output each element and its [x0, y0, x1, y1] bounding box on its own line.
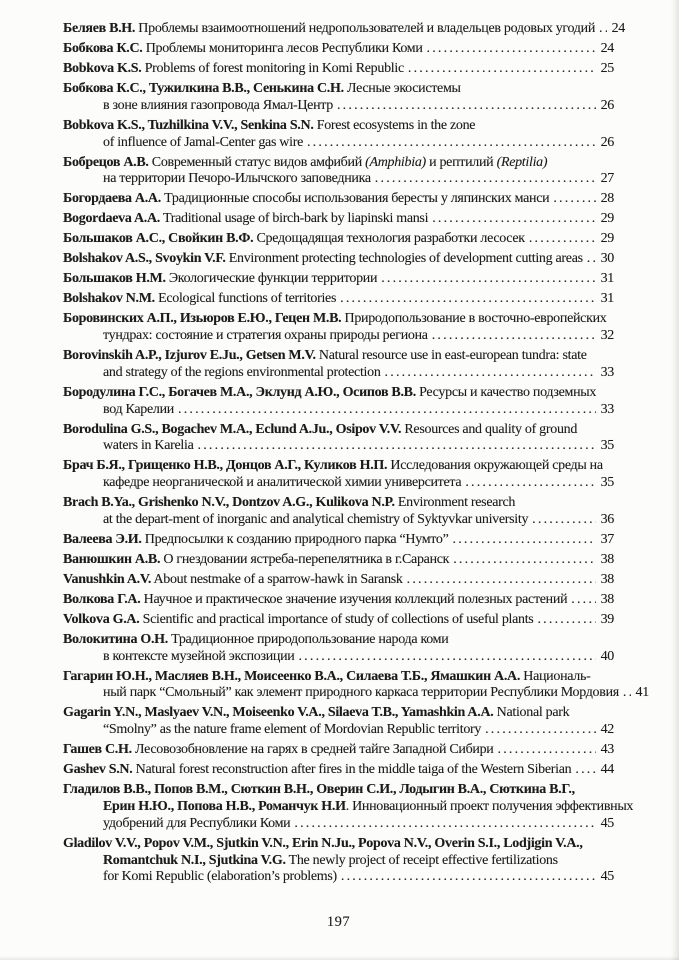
entry-page-number: 32 — [600, 328, 614, 343]
entry-page-number: 38 — [600, 551, 614, 567]
entry-title-text: Проблемы взаимоотношений недропользователей и владельцев родовых угодий — [135, 21, 596, 36]
dot-leader — [341, 869, 596, 886]
scan-edge-artifact-bottom — [0, 956, 679, 960]
entry-line-text — [63, 836, 583, 851]
entry-title-text: на территории Печоро-Илычского заповедника — [103, 171, 371, 187]
entry-first-line — [63, 782, 614, 799]
entry-title-text: в зоне влияния газопровода Ямал-Центр — [103, 97, 333, 113]
entry-title-text: Традиционное природопользование народа коми — [167, 631, 449, 647]
entry-line-text — [63, 612, 533, 629]
entry-line-text — [63, 311, 607, 326]
entry-authors: Brach B.Ya., Grishenko N.V., Dontzov A.G., Kulikova N.P. — [63, 495, 395, 511]
entry-title-text: О гнездовании ястреба-перепелятника в г.Саранск — [160, 551, 450, 567]
entry-first-line — [63, 612, 614, 629]
entry-first-line — [63, 458, 614, 475]
entry-authors: Беляев В.Н. — [63, 21, 136, 36]
entry-authors: Богордаева А.А. — [63, 191, 161, 207]
entry-authors: Большаков Н.М. — [63, 271, 166, 287]
entry-line-text — [63, 742, 494, 759]
entry-authors: Romantchuk N.I., Sjutkina V.G. — [103, 852, 286, 868]
toc-entry — [63, 572, 614, 589]
entry-page-number: 39 — [600, 611, 614, 627]
dot-leader — [529, 231, 596, 248]
entry-line-text — [63, 782, 575, 797]
toc-entry — [63, 191, 614, 208]
entry-continuation-line — [63, 512, 614, 529]
entry-page-number: 35 — [600, 438, 614, 454]
entry-authors: Bobkova K.S. — [63, 60, 142, 76]
entry-line-text — [103, 171, 371, 188]
dot-leader — [178, 402, 596, 419]
entry-first-line — [63, 836, 614, 853]
entry-authors: Гашев С.Н. — [63, 742, 132, 758]
entry-title-text: Problems of forest monitoring in Komi Republic — [141, 60, 404, 76]
toc-entry — [63, 211, 614, 228]
dot-leader — [599, 21, 607, 38]
dot-leader — [294, 816, 596, 833]
entry-line-text — [63, 81, 461, 96]
entry-line-text — [63, 705, 569, 720]
dot-leader — [587, 251, 596, 268]
entry-first-line — [63, 21, 626, 38]
entry-authors: Большаков А.С., Свойкин В.Ф. — [63, 231, 254, 247]
toc-entry — [63, 118, 614, 152]
entry-line-text — [63, 118, 475, 133]
entry-title-text: Проблемы мониторинга лесов Республики Коми — [142, 40, 423, 56]
dot-leader — [623, 685, 631, 702]
entry-page-number: 45 — [600, 869, 614, 885]
dot-leader — [575, 762, 596, 779]
entry-title-text: Environment protecting technologies of development cutting areas — [225, 251, 583, 267]
entry-page-number: 29 — [600, 231, 614, 247]
entry-page-number: 28 — [600, 191, 614, 207]
entry-title-latin-italic: (Amphibia) — [365, 154, 426, 170]
entry-continuation-line — [63, 816, 614, 833]
dot-leader — [485, 722, 596, 739]
entry-title-text: вод Карелии — [103, 401, 174, 417]
entry-page-number: 41 — [635, 685, 649, 701]
entry-title-text: Предпосылки к созданию природного парка “Нумто” — [141, 531, 449, 547]
entry-first-line — [63, 532, 614, 549]
entry-page-number: 37 — [600, 531, 614, 547]
entry-continuation-line — [63, 722, 614, 739]
toc-entry — [63, 385, 614, 419]
toc-entry — [63, 552, 614, 569]
entry-first-line — [63, 251, 614, 268]
entry-continuation-line — [63, 402, 614, 419]
entry-first-line — [63, 81, 614, 98]
entry-first-line — [63, 155, 614, 172]
entry-title-text: About nestmake of a sparrow-hawk in Saransk — [151, 571, 403, 587]
entry-title-text: Ecological functions of territories — [154, 291, 337, 307]
entry-continuation-line — [63, 649, 614, 666]
dot-leader — [465, 475, 596, 492]
entry-authors: Бородулина Г.С., Богачев М.А., Эклунд А.Ю., Осипов В.В. — [63, 384, 416, 400]
entry-line-text — [103, 722, 481, 739]
entry-line-text — [103, 402, 174, 419]
entry-authors: Volkova G.A. — [63, 611, 140, 627]
toc-entry — [63, 668, 649, 703]
entry-line-text — [103, 685, 619, 702]
entry-first-line — [63, 191, 614, 208]
entry-line-text — [63, 532, 449, 549]
entry-first-line — [63, 61, 614, 78]
entry-title-text: Исследования окружающей среды на — [387, 458, 603, 474]
entry-page-number: 27 — [600, 171, 614, 187]
entry-first-line — [63, 572, 614, 589]
toc-entry — [63, 836, 614, 886]
entry-first-line — [63, 41, 614, 58]
entry-line-text — [63, 385, 596, 400]
entry-line-text — [63, 632, 448, 647]
dot-leader — [453, 552, 596, 569]
entry-line-text — [63, 592, 567, 609]
dot-leader — [498, 742, 597, 759]
entry-line-text — [103, 799, 633, 814]
entry-line-text — [103, 649, 294, 666]
dot-leader — [307, 135, 596, 152]
dot-leader — [298, 649, 596, 666]
dot-leader — [427, 41, 596, 58]
entry-line-text — [103, 816, 290, 833]
entry-title-text: Traditional usage of birch-bark by liapinski mansi — [160, 211, 429, 227]
entry-page-number: 36 — [600, 511, 614, 527]
toc-entry — [63, 348, 614, 382]
entry-line-text — [63, 271, 377, 288]
entry-title-text: The newly project of receipt effective fertilizations — [285, 852, 558, 868]
entry-continuation-line — [63, 685, 649, 702]
entry-first-line — [63, 552, 614, 569]
entry-page-number: 38 — [600, 571, 614, 587]
entry-first-line — [63, 592, 614, 609]
entry-line-text — [103, 869, 337, 886]
dot-leader — [408, 61, 596, 78]
entry-page-number: 26 — [600, 134, 614, 150]
entry-first-line — [63, 422, 614, 439]
entry-line-text — [63, 572, 403, 589]
entry-first-line — [63, 495, 614, 512]
entry-title-text: тундрах: состояние и стратегия охраны природы региона — [103, 328, 428, 343]
entry-continuation-line — [63, 438, 614, 455]
entry-authors: Гагарин Ю.Н., Масляев В.Н., Моисеенко В.А., Силаева Т.Б., Ямашкин А.А. — [63, 668, 521, 684]
toc-entry — [63, 21, 626, 38]
entry-page-number: 31 — [600, 291, 614, 307]
entry-authors: Валеева Э.И. — [63, 531, 142, 547]
entry-title-text: Лесные экосистемы — [343, 80, 461, 96]
entry-title-text: в контексте музейной экспозиции — [103, 648, 295, 664]
entry-title-text: Современный статус видов амфибий — [148, 154, 366, 170]
toc-entry — [63, 61, 614, 78]
dot-leader — [571, 592, 596, 609]
toc-list — [63, 21, 649, 886]
toc-content-area — [63, 21, 649, 889]
entry-line-text — [63, 211, 428, 228]
entry-page-number: 44 — [600, 762, 614, 778]
entry-line-text — [63, 61, 404, 78]
entry-page-number: 29 — [600, 211, 614, 227]
dot-leader — [453, 532, 596, 549]
dot-leader — [385, 365, 596, 382]
entry-page-number: 24 — [600, 40, 614, 56]
entry-authors: Vanushkin A.V. — [63, 571, 152, 587]
entry-line-text — [63, 495, 515, 510]
toc-entry — [63, 231, 614, 248]
entry-first-line — [63, 385, 614, 402]
entry-title-text: и рептилий — [425, 154, 497, 170]
entry-line-text — [63, 155, 547, 170]
toc-entry — [63, 422, 614, 456]
entry-first-line — [63, 762, 614, 779]
entry-authors: Bogordaeva A.A. — [63, 211, 161, 227]
entry-line-text — [63, 21, 595, 38]
entry-first-line — [63, 348, 614, 365]
dot-leader — [337, 98, 596, 115]
toc-entry — [63, 458, 614, 492]
entry-authors: Gladilov V.V., Popov V.M., Sjutkin V.N., Erin N.Ju., Popova N.V., Overin S.I., Lodjigin V.A., — [63, 835, 583, 851]
entry-continuation-line — [63, 135, 614, 152]
entry-page-number: 31 — [600, 271, 614, 287]
entry-page-number: 42 — [600, 722, 614, 738]
entry-authors: Волкова Г.А. — [63, 591, 141, 607]
entry-page-number: 25 — [600, 60, 614, 76]
entry-authors: Бобкова К.С., Тужилкина В.В., Сенькина С.Н. — [63, 80, 344, 96]
entry-title-text: Экологические функции территории — [165, 271, 378, 287]
entry-line-text — [103, 512, 528, 529]
toc-entry — [63, 495, 614, 529]
toc-entry — [63, 41, 614, 58]
entry-line-text — [103, 475, 461, 492]
toc-entry — [63, 291, 614, 308]
entry-line-text — [103, 365, 381, 382]
entry-continuation-line — [63, 365, 614, 382]
entry-authors: Borodulina G.S., Bogachev M.A., Eclund A.Ju., Osipov V.V. — [63, 421, 402, 437]
toc-entry — [63, 782, 634, 832]
entry-continuation-line — [63, 475, 614, 492]
entry-authors: Gashev S.N. — [63, 762, 133, 778]
entry-first-line — [63, 291, 614, 308]
entry-page-number: 45 — [600, 815, 614, 831]
entry-title-text: of influence of Jamal-Center gas wire — [103, 134, 303, 150]
entry-authors: Ерин Н.Ю., Попова Н.В., Романчук Н.И — [103, 798, 346, 814]
entry-first-line — [63, 231, 614, 248]
entry-authors: Bobkova K.S., Tuzhilkina V.V., Senkina S.N. — [63, 117, 314, 133]
entry-line-text — [103, 853, 558, 868]
toc-entry — [63, 742, 614, 759]
entry-title-text: Forest ecosystems in the zone — [313, 117, 476, 133]
entry-authors: Bolshakov A.S., Svoykin V.F. — [63, 251, 226, 267]
entry-line-text — [63, 458, 603, 473]
entry-line-text — [63, 422, 577, 437]
toc-entry — [63, 311, 614, 345]
dot-leader — [553, 191, 596, 208]
entry-title-latin-italic: (Reptilia) — [496, 154, 548, 170]
toc-entry — [63, 271, 614, 288]
entry-continuation-line — [63, 171, 614, 188]
entry-page-number: 40 — [600, 648, 614, 664]
entry-line-text — [63, 552, 449, 569]
entry-first-line — [63, 271, 614, 288]
entry-title-text: Scientific and practical importance of study of collections of useful plants — [139, 611, 534, 627]
entry-title-text: Лесовозобновление на гарях в средней тайге Западной Сибири — [131, 742, 494, 758]
entry-line-text — [63, 191, 549, 208]
entry-title-text: Natural forest reconstruction after fires in the middle taiga of the Western Siberian — [132, 762, 572, 778]
entry-page-number: 35 — [600, 475, 614, 491]
entry-line-text — [103, 438, 194, 455]
toc-entry — [63, 705, 614, 739]
entry-title-text: National park — [493, 705, 570, 721]
entry-page-number: 38 — [600, 591, 614, 607]
entry-authors: Брач Б.Я., Грищенко Н.В., Донцов А.Г., Куликов Н.П. — [63, 458, 388, 474]
entry-line-text — [63, 348, 587, 363]
footer-page-number: 197 — [326, 914, 351, 930]
entry-continuation-line — [63, 869, 614, 886]
entry-title-text: Ресурсы и качество подземных — [415, 384, 597, 400]
entry-line-text — [63, 669, 590, 684]
entry-continuation-line — [63, 853, 614, 870]
entry-line-text — [103, 135, 303, 152]
dot-leader — [340, 291, 596, 308]
entry-authors: Bolshakov N.M. — [63, 291, 155, 307]
entry-title-text: Natural resource use in east-european tundra: state — [315, 347, 587, 363]
entry-title-text: “Smolny” as the nature frame element of Mordovian Republic territory — [103, 722, 482, 738]
entry-title-text: удобрений для Республики Коми — [103, 815, 291, 831]
dot-leader — [375, 171, 596, 188]
toc-entry — [63, 81, 614, 115]
toc-entry — [63, 762, 614, 779]
dot-leader — [537, 612, 596, 629]
dot-leader — [532, 512, 596, 529]
entry-continuation-line — [63, 798, 634, 816]
entry-title-text: . Инновационный проект получения эффективных — [345, 798, 634, 814]
entry-page-number: 33 — [600, 401, 614, 417]
entry-authors: Бобкова К.С. — [63, 40, 143, 56]
entry-authors: Borovinskih A.P., Izjurov E.Ju., Getsen M.V. — [63, 347, 316, 363]
dot-leader — [432, 328, 596, 345]
entry-title-text: and strategy of the regions environmental protection — [103, 364, 381, 380]
dot-leader — [407, 572, 596, 589]
toc-entry — [63, 592, 614, 609]
entry-page-number: 26 — [600, 97, 614, 113]
toc-entry — [63, 155, 614, 189]
entry-line-text — [103, 98, 333, 115]
entry-first-line — [63, 632, 614, 649]
entry-first-line — [63, 118, 614, 135]
toc-entry — [63, 612, 614, 629]
toc-entry — [63, 251, 614, 268]
toc-entry — [63, 632, 614, 666]
entry-title-text: at the depart-ment of inorganic and analytical chemistry of Syktyvkar university — [103, 511, 529, 527]
dot-leader — [198, 438, 596, 455]
entry-page-number: 33 — [600, 364, 614, 380]
entry-page-number: 30 — [600, 251, 614, 267]
entry-title-text: waters in Karelia — [103, 438, 194, 454]
toc-entry — [63, 532, 614, 549]
entry-title-text: Природопользование в восточно-европейских — [341, 311, 607, 327]
entry-title-text: Традиционные способы использования бересты у ляпинских манси — [160, 191, 550, 207]
entry-continuation-line — [63, 328, 614, 345]
entry-line-text — [63, 41, 423, 58]
entry-line-text — [63, 291, 336, 308]
entry-authors: Гладилов В.В., Попов В.М., Сюткин В.Н., Оверин С.И., Лодыгин В.А., Сюткина В.Г., — [63, 782, 575, 798]
entry-title-text: Средощадящая технология разработки лесосек — [253, 231, 525, 247]
entry-line-text — [63, 762, 571, 779]
entry-title-text: ный парк “Смольный” как элемент природного каркаса территории Республики Мордовия — [103, 685, 619, 701]
entry-title-text: Научное и практическое значение изучения коллекций полезных растений — [140, 591, 568, 607]
entry-title-text: Националь- — [520, 668, 591, 684]
entry-title-text: кафедре неорганической и аналитической химии университета — [103, 475, 462, 491]
entry-first-line — [63, 211, 614, 228]
scan-edge-artifact-right — [671, 0, 679, 960]
entry-first-line — [63, 669, 614, 686]
entry-authors: Бобрецов А.В. — [63, 154, 149, 170]
entry-first-line — [63, 705, 614, 722]
entry-first-line — [63, 311, 614, 328]
dot-leader — [432, 211, 596, 228]
entry-page-number: 24 — [611, 21, 626, 36]
entry-authors: Ванюшкин А.В. — [63, 551, 161, 567]
entry-title-text: Environment research — [394, 495, 516, 511]
entry-authors: Волокитина О.Н. — [63, 631, 168, 647]
dot-leader — [381, 271, 596, 288]
entry-line-text — [63, 231, 525, 248]
entry-title-text: for Komi Republic (elaboration’s problems) — [103, 869, 337, 885]
entry-line-text — [63, 251, 583, 268]
entry-first-line — [63, 742, 614, 759]
entry-authors: Gagarin Y.N., Maslyaev V.N., Moiseenko V.A., Silaeva T.B., Yamashkin A.A. — [63, 705, 494, 721]
entry-authors: Боровинских А.П., Изьюров Е.Ю., Гецен М.В. — [63, 311, 342, 327]
entry-continuation-line — [63, 98, 614, 115]
entry-line-text — [103, 328, 428, 345]
entry-title-text: Resources and quality of ground — [401, 421, 578, 437]
entry-page-number: 43 — [600, 742, 614, 758]
